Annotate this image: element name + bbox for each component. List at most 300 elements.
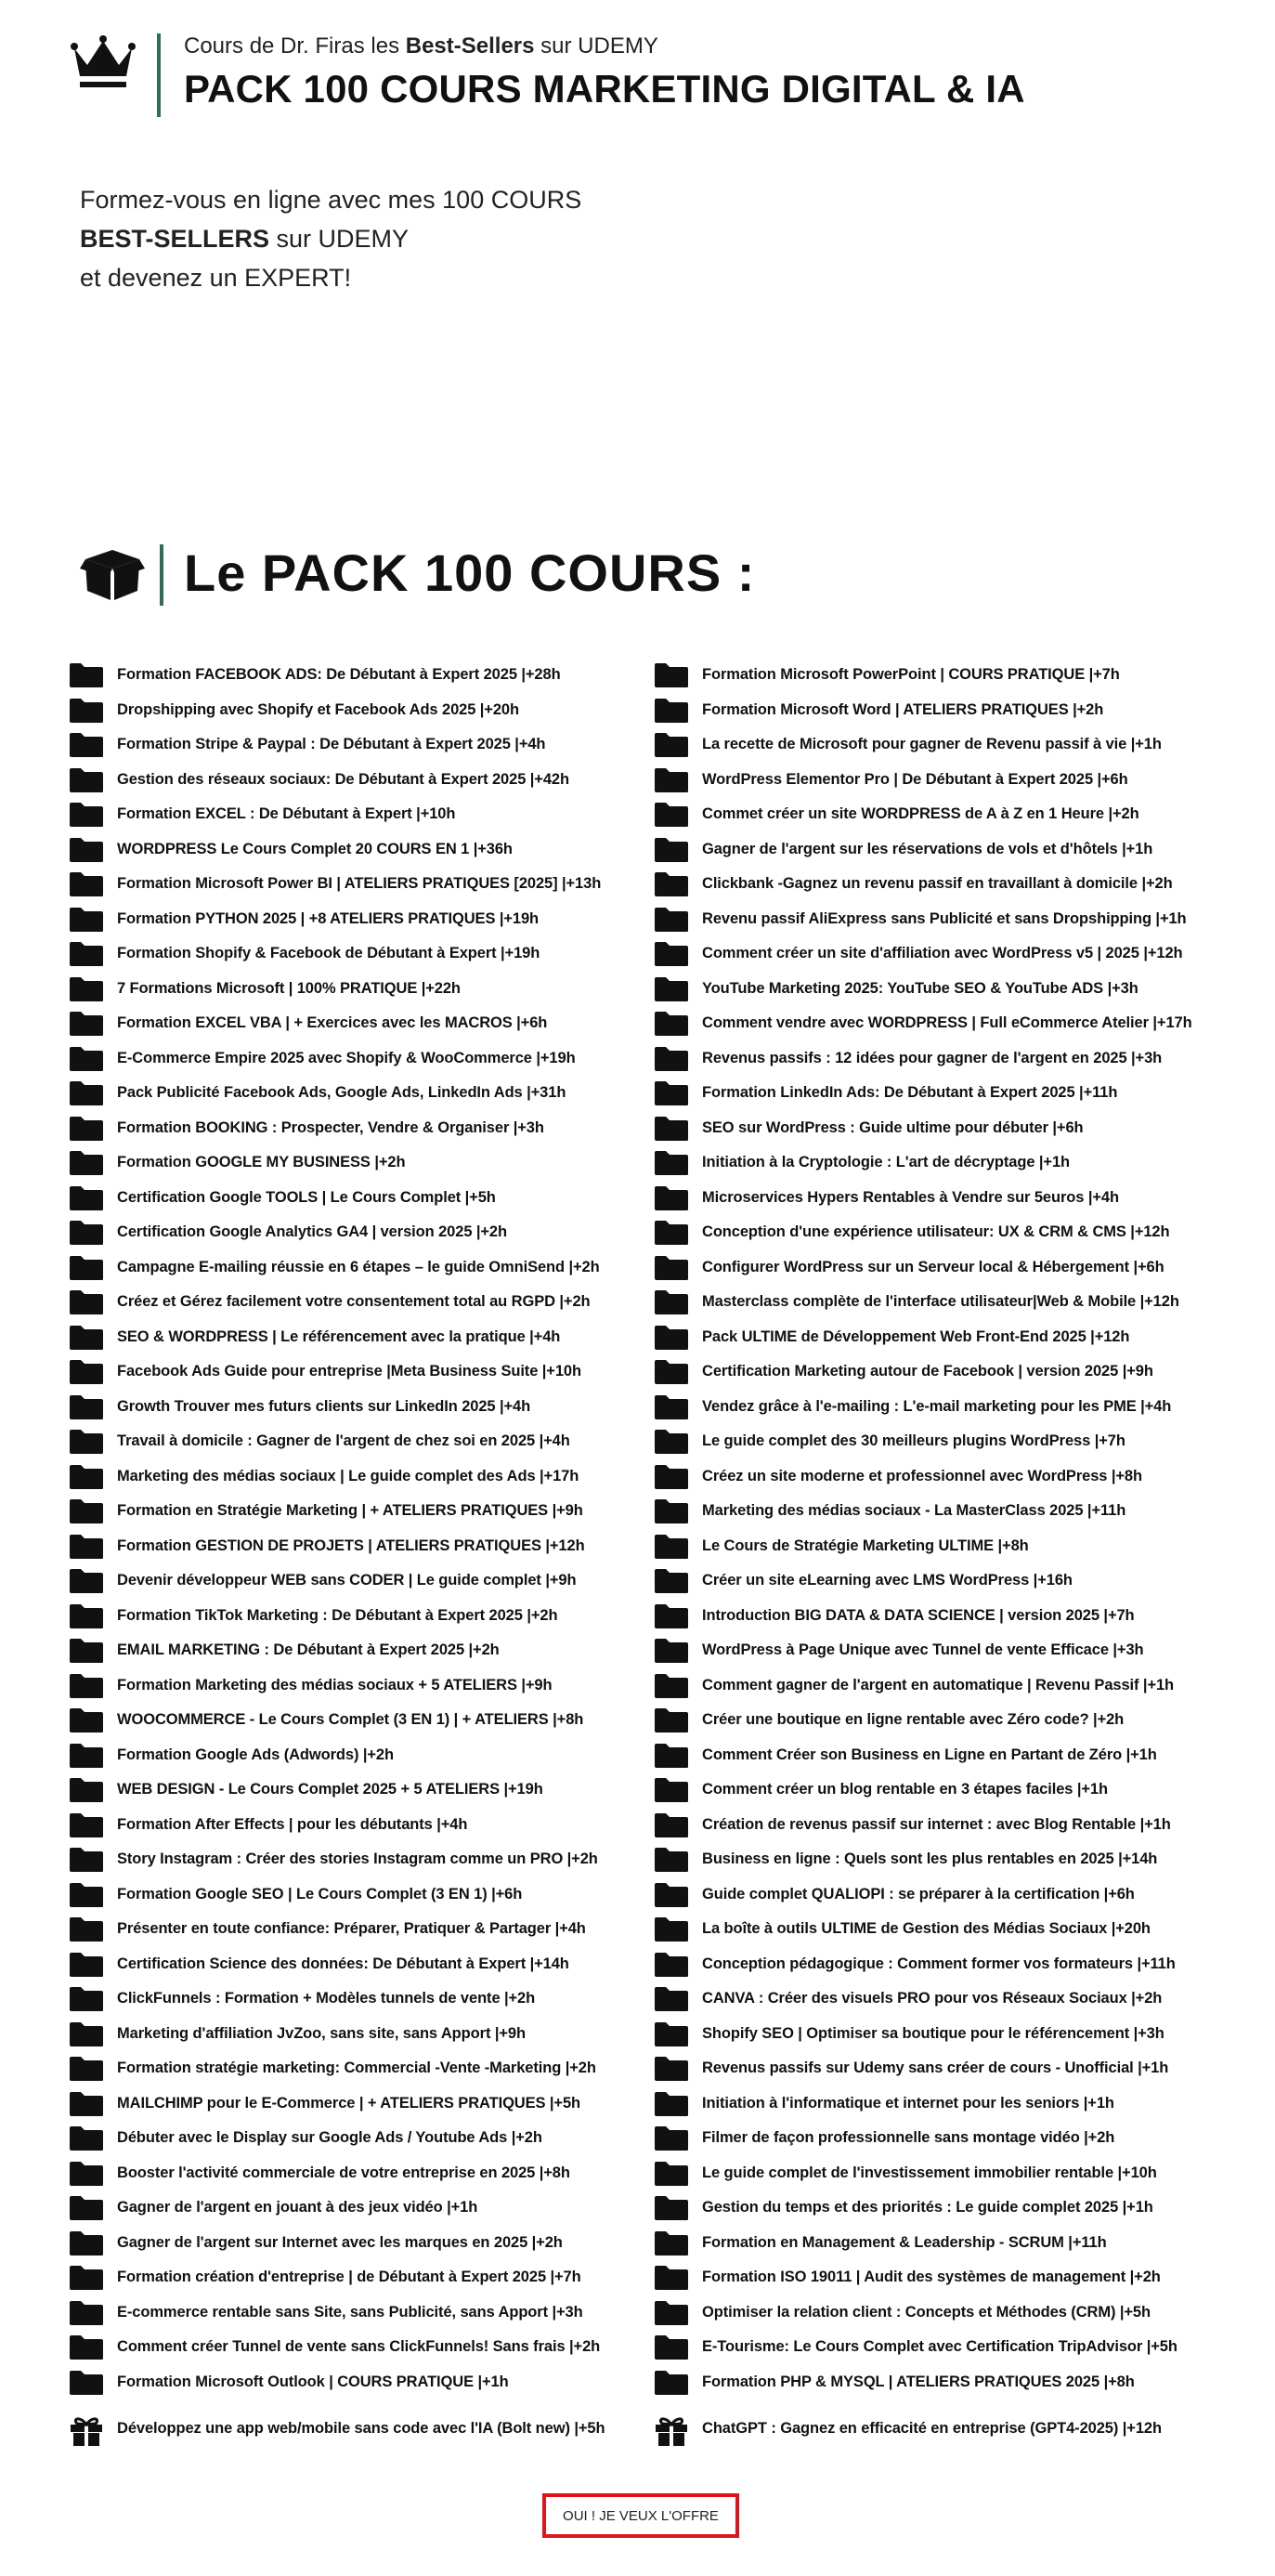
course-title: Formation Microsoft Word | ATELIERS PRATIQUES |+2h — [702, 700, 1104, 718]
course-title: La recette de Microsoft pour gagner de Revenu passif à vie |+1h — [702, 736, 1162, 752]
course-title: ClickFunnels : Formation + Modèles tunnels de vente |+2h — [117, 1990, 536, 2007]
list-item — [654, 2192, 1239, 2228]
folder-icon — [69, 2334, 104, 2360]
bonus-item-left — [69, 2413, 654, 2451]
list-item — [69, 1147, 654, 1183]
list-item — [654, 1078, 1239, 1113]
list-item — [69, 729, 654, 765]
folder-icon — [69, 2056, 104, 2082]
course-list-left — [69, 660, 654, 2401]
list-item — [69, 834, 654, 870]
course-title: WordPress Elementor Pro | De Débutant à Expert 2025 |+6h — [702, 770, 1128, 788]
list-item — [654, 869, 1239, 904]
list-item — [69, 1565, 654, 1601]
bonus-item-right — [654, 2413, 1239, 2451]
folder-icon — [69, 1498, 104, 1524]
folder-icon — [654, 2334, 689, 2360]
folder-icon — [654, 2091, 689, 2117]
list-item — [69, 1496, 654, 1531]
header-subtitle: Cours de Dr. Firas les Best-Sellers sur UDEMY — [184, 33, 658, 59]
course-title: Campagne E-mailing réussie en 6 étapes – le guide OmniSend |+2h — [117, 1258, 600, 1275]
folder-icon — [654, 1498, 689, 1524]
course-title: Pack Publicité Facebook Ads, Google Ads, LinkedIn Ads |+31h — [117, 1084, 566, 1101]
list-item — [69, 660, 654, 695]
list-item — [69, 1879, 654, 1915]
list-item — [654, 1252, 1239, 1288]
folder-icon — [654, 662, 689, 688]
course-title: Formation GESTION DE PROJETS | ATELIERS PRATIQUES |+12h — [117, 1536, 585, 1554]
course-title: Créer une boutique en ligne rentable avec Zéro code? |+2h — [702, 1711, 1125, 1728]
folder-icon — [654, 1080, 689, 1106]
pack-heading — [80, 539, 916, 613]
course-title: Formation Microsoft PowerPoint | COURS PRATIQUE |+7h — [702, 666, 1120, 683]
list-item — [654, 1670, 1239, 1706]
folder-icon — [654, 1673, 689, 1699]
bonus-label: ChatGPT : Gagnez en efficacité en entreprise (GPT4-2025) |+12h — [702, 2420, 1162, 2437]
folder-icon — [69, 698, 104, 724]
folder-icon — [654, 1952, 689, 1978]
intro-line-2: BEST-SELLERS sur UDEMY — [80, 225, 410, 253]
folder-icon — [69, 1952, 104, 1978]
course-title: Formation Shopify & Facebook de Débutant à Expert |+19h — [117, 945, 540, 961]
list-item — [654, 2019, 1239, 2054]
course-title: Formation création d'entreprise | de Débutant à Expert 2025 |+7h — [117, 2269, 581, 2285]
course-title: WORDPRESS Le Cours Complet 20 COURS EN 1 |+36h — [117, 840, 513, 857]
folder-icon — [654, 2230, 689, 2256]
list-item — [654, 1461, 1239, 1497]
folder-icon — [654, 1777, 689, 1803]
list-item — [69, 1949, 654, 1984]
folder-icon — [654, 1882, 689, 1908]
folder-icon — [69, 2021, 104, 2047]
bonus-label: Développez une app web/mobile sans code avec l'IA (Bolt new) |+5h — [117, 2420, 605, 2437]
gift-icon — [69, 2413, 104, 2447]
course-title: Vendez grâce à l'e-mailing : L'e-mail marketing pour les PME |+4h — [702, 1397, 1172, 1415]
list-item — [69, 1113, 654, 1148]
folder-icon — [69, 2125, 104, 2151]
folder-icon — [654, 1743, 689, 1769]
folder-icon — [69, 1255, 104, 1281]
course-title: Formation PYTHON 2025 | +8 ATELIERS PRATIQUES |+19h — [117, 909, 540, 927]
course-title: Comment créer un site d'affiliation avec WordPress v5 | 2025 |+12h — [702, 945, 1183, 961]
course-title: Comment vendre avec WORDPRESS | Full eCommerce Atelier |+17h — [702, 1014, 1192, 1031]
course-title: Formation en Stratégie Marketing | + ATELIERS PRATIQUES |+9h — [117, 1502, 583, 1519]
list-item — [69, 1043, 654, 1079]
folder-icon — [69, 2300, 104, 2326]
course-title: Formation Microsoft Power BI | ATELIERS PRATIQUES [2025] |+13h — [117, 875, 602, 892]
pack-title: Le PACK 100 COURS : — [184, 543, 756, 602]
folder-icon — [69, 871, 104, 897]
folder-icon — [654, 1568, 689, 1594]
course-title: Comment gagner de l'argent en automatique | Revenu Passif |+1h — [702, 1676, 1175, 1693]
folder-icon — [654, 2021, 689, 2047]
list-item — [654, 1914, 1239, 1949]
folder-icon — [654, 941, 689, 967]
folder-icon — [69, 1185, 104, 1211]
course-title: E-Commerce Empire 2025 avec Shopify & WooCommerce |+19h — [117, 1049, 576, 1066]
folder-icon — [654, 1847, 689, 1873]
page-header — [71, 28, 1203, 121]
list-item — [654, 729, 1239, 765]
list-item — [654, 2332, 1239, 2367]
folder-icon — [69, 1046, 104, 1072]
header-divider — [157, 33, 161, 117]
course-title: Pack ULTIME de Développement Web Front-End 2025 |+12h — [702, 1327, 1130, 1345]
course-title: Initiation à l'informatique et internet pour les seniors |+1h — [702, 2094, 1114, 2112]
list-item — [654, 2228, 1239, 2263]
list-item — [69, 869, 654, 904]
folder-icon — [654, 1916, 689, 1942]
course-title: Conception pédagogique : Comment former vos formateurs |+11h — [702, 1955, 1176, 1972]
course-title: Marketing des médias sociaux | Le guide complet des Ads |+17h — [117, 1467, 579, 1484]
offer-button[interactable]: OUI ! JE VEUX L'OFFRE — [542, 2493, 739, 2538]
folder-icon — [69, 1777, 104, 1803]
list-item — [69, 1356, 654, 1392]
folder-icon — [654, 2056, 689, 2082]
list-item — [69, 974, 654, 1009]
list-item — [69, 1810, 654, 1845]
list-item — [69, 695, 654, 730]
course-title: Formation Marketing des médias sociaux + 5 ATELIERS |+9h — [117, 1676, 553, 1693]
course-title: Clickbank -Gagnez un revenu passif en travaillant à domicile |+2h — [702, 875, 1173, 892]
folder-icon — [69, 1847, 104, 1873]
list-item — [69, 765, 654, 800]
course-title: Créez et Gérez facilement votre consentement total au RGPD |+2h — [117, 1293, 591, 1310]
list-item — [654, 1356, 1239, 1392]
intro-line-3: et devenez un EXPERT! — [80, 264, 352, 292]
course-title: Création de revenus passif sur internet : avec Blog Rentable |+1h — [702, 1815, 1171, 1833]
folder-icon — [69, 1080, 104, 1106]
folder-icon — [69, 2265, 104, 2291]
list-item — [654, 2053, 1239, 2088]
course-title: Le Cours de Stratégie Marketing ULTIME |+8h — [702, 1536, 1029, 1554]
gift-icon — [654, 2413, 689, 2447]
course-title: Gagner de l'argent sur Internet avec les marques en 2025 |+2h — [117, 2233, 563, 2251]
folder-icon — [654, 1359, 689, 1385]
course-title: EMAIL MARKETING : De Débutant à Expert 2025 |+2h — [117, 1641, 500, 1658]
course-title: Formation Google Ads (Adwords) |+2h — [117, 1746, 394, 1763]
list-item — [654, 2262, 1239, 2297]
list-item — [69, 1740, 654, 1775]
course-title: Formation EXCEL VBA | + Exercices avec les MACROS |+6h — [117, 1014, 548, 1031]
course-title: Dropshipping avec Shopify et Facebook Ads 2025 |+20h — [117, 700, 519, 718]
folder-icon — [69, 837, 104, 863]
list-item — [654, 1113, 1239, 1148]
folder-icon — [69, 802, 104, 828]
folder-icon — [69, 1464, 104, 1490]
list-item — [69, 1601, 654, 1636]
list-item — [654, 1043, 1239, 1079]
list-item — [654, 2297, 1239, 2333]
course-title: Conception d'une expérience utilisateur: UX & CRM & CMS |+12h — [702, 1223, 1170, 1240]
folder-icon — [69, 1986, 104, 2012]
list-item — [654, 799, 1239, 834]
list-item — [654, 1635, 1239, 1670]
list-item — [654, 1844, 1239, 1879]
course-title: Certification Google Analytics GA4 | version 2025 |+2h — [117, 1223, 507, 1240]
folder-icon — [654, 907, 689, 933]
course-title: Formation GOOGLE MY BUSINESS |+2h — [117, 1154, 406, 1170]
list-item — [69, 2123, 654, 2158]
course-title: Marketing des médias sociaux - La MasterClass 2025 |+11h — [702, 1502, 1126, 1519]
list-item — [654, 1392, 1239, 1427]
folder-icon — [69, 1220, 104, 1246]
list-item — [69, 2228, 654, 2263]
folder-icon — [654, 2161, 689, 2187]
list-item — [69, 1217, 654, 1252]
folder-icon — [654, 1812, 689, 1838]
folder-icon — [654, 1150, 689, 1176]
course-title: 7 Formations Microsoft | 100% PRATIQUE |+22h — [117, 979, 461, 997]
list-item — [654, 2088, 1239, 2124]
course-title: SEO sur WordPress : Guide ultime pour débuter |+6h — [702, 1118, 1084, 1136]
folder-icon — [69, 767, 104, 793]
list-item — [69, 2158, 654, 2193]
folder-icon — [654, 837, 689, 863]
course-title: Le guide complet de l'investissement immobilier rentable |+10h — [702, 2164, 1157, 2181]
folder-icon — [654, 1116, 689, 1142]
course-title: Marketing d'affiliation JvZoo, sans site, sans Apport |+9h — [117, 2024, 526, 2042]
folder-icon — [654, 1707, 689, 1733]
folder-icon — [654, 732, 689, 758]
list-item — [654, 938, 1239, 974]
list-item — [69, 2332, 654, 2367]
course-title: Formation LinkedIn Ads: De Débutant à Expert 2025 |+11h — [702, 1084, 1118, 1101]
folder-icon — [654, 1986, 689, 2012]
course-title: Formation TikTok Marketing : De Débutant à Expert 2025 |+2h — [117, 1606, 558, 1624]
course-title: Certification Marketing autour de Facebook | version 2025 |+9h — [702, 1363, 1153, 1380]
folder-icon — [69, 1325, 104, 1351]
list-item — [69, 1461, 654, 1497]
course-title: Devenir développeur WEB sans CODER | Le guide complet |+9h — [117, 1572, 577, 1589]
folder-icon — [69, 1707, 104, 1733]
folder-icon — [69, 1429, 104, 1455]
list-item — [654, 1008, 1239, 1043]
folder-icon — [69, 1534, 104, 1560]
course-title: Formation FACEBOOK ADS: De Débutant à Expert 2025 |+28h — [117, 666, 561, 683]
course-title: Créer un site eLearning avec LMS WordPress |+16h — [702, 1572, 1073, 1589]
folder-icon — [69, 2370, 104, 2396]
folder-icon — [654, 1464, 689, 1490]
folder-icon — [69, 2091, 104, 2117]
list-item — [69, 2053, 654, 2088]
course-title: Initiation à la Cryptologie : L'art de décryptage |+1h — [702, 1154, 1071, 1170]
course-title: Formation stratégie marketing: Commercial -Vente -Marketing |+2h — [117, 2059, 596, 2076]
list-item — [654, 1531, 1239, 1566]
course-title: Certification Google TOOLS | Le Cours Complet |+5h — [117, 1188, 496, 1206]
folder-icon — [69, 1882, 104, 1908]
list-item — [69, 2367, 654, 2402]
course-title: Revenu passif AliExpress sans Publicité et sans Dropshipping |+1h — [702, 909, 1187, 927]
list-item — [654, 765, 1239, 800]
folder-icon — [69, 1916, 104, 1942]
list-item — [654, 1705, 1239, 1740]
list-item — [654, 2367, 1239, 2402]
course-title: Formation PHP & MYSQL | ATELIERS PRATIQUES 2025 |+8h — [702, 2373, 1135, 2390]
course-title: Introduction BIG DATA & DATA SCIENCE | version 2025 |+7h — [702, 1606, 1135, 1624]
list-item — [654, 1287, 1239, 1322]
folder-icon — [69, 662, 104, 688]
folder-icon — [654, 871, 689, 897]
folder-icon — [654, 1534, 689, 1560]
crown-icon — [71, 33, 136, 93]
course-title: Gagner de l'argent en jouant à des jeux vidéo |+1h — [117, 2199, 478, 2216]
folder-icon — [654, 1220, 689, 1246]
course-title: Optimiser la relation client : Concepts et Méthodes (CRM) |+5h — [702, 2303, 1151, 2321]
list-item — [69, 1008, 654, 1043]
folder-icon — [69, 1011, 104, 1037]
course-title: Comment Créer son Business en Ligne en Partant de Zéro |+1h — [702, 1746, 1157, 1763]
list-item — [69, 1844, 654, 1879]
course-title: Formation Google SEO | Le Cours Complet (3 EN 1) |+6h — [117, 1885, 523, 1903]
list-item — [69, 2297, 654, 2333]
folder-icon — [654, 802, 689, 828]
list-item — [69, 1774, 654, 1810]
list-item — [654, 1949, 1239, 1984]
course-title: E-Tourisme: Le Cours Complet avec Certification TripAdvisor |+5h — [702, 2338, 1177, 2355]
pack-divider — [160, 544, 163, 606]
course-title: SEO & WORDPRESS | Le référencement avec la pratique |+4h — [117, 1327, 561, 1345]
course-title: Configurer WordPress sur un Serveur local & Hébergement |+6h — [702, 1258, 1164, 1275]
course-title: Débuter avec le Display sur Google Ads / Youtube Ads |+2h — [117, 2129, 542, 2146]
course-title: Commet créer un site WORDPRESS de A à Z en 1 Heure |+2h — [702, 805, 1139, 822]
course-title: Formation Stripe & Paypal : De Débutant à Expert 2025 |+4h — [117, 736, 546, 752]
list-item — [654, 1217, 1239, 1252]
course-title: Formation After Effects | pour les débutants |+4h — [117, 1815, 468, 1833]
folder-icon — [654, 1638, 689, 1664]
folder-icon — [654, 1603, 689, 1629]
list-item — [69, 1322, 654, 1357]
folder-icon — [654, 1289, 689, 1315]
list-item — [69, 904, 654, 939]
course-title: Formation EXCEL : De Débutant à Expert |+10h — [117, 805, 456, 822]
list-item — [69, 799, 654, 834]
list-item — [69, 1983, 654, 2019]
list-item — [654, 1774, 1239, 1810]
folder-icon — [654, 2265, 689, 2291]
folder-icon — [654, 698, 689, 724]
course-title: Présenter en toute confiance: Préparer, Pratiquer & Partager |+4h — [117, 1920, 586, 1937]
course-title: WordPress à Page Unique avec Tunnel de vente Efficace |+3h — [702, 1641, 1144, 1658]
course-title: WEB DESIGN - Le Cours Complet 2025 + 5 ATELIERS |+19h — [117, 1781, 543, 1798]
course-title: Gestion des réseaux sociaux: De Débutant à Expert 2025 |+42h — [117, 770, 569, 788]
list-item — [69, 2192, 654, 2228]
folder-icon — [654, 2370, 689, 2396]
course-title: Le guide complet des 30 meilleurs plugins WordPress |+7h — [702, 1432, 1125, 1449]
folder-icon — [69, 1812, 104, 1838]
course-list-right — [654, 660, 1239, 2401]
course-title: Formation Microsoft Outlook | COURS PRATIQUE |+1h — [117, 2373, 509, 2390]
course-title: Booster l'activité commerciale de votre entreprise en 2025 |+8h — [117, 2164, 570, 2181]
list-item — [69, 2262, 654, 2297]
list-item — [69, 1705, 654, 1740]
course-title: Revenus passifs : 12 idées pour gagner de l'argent en 2025 |+3h — [702, 1049, 1163, 1066]
folder-icon — [69, 732, 104, 758]
list-item — [654, 1426, 1239, 1461]
intro-text — [80, 180, 581, 297]
course-title: Gagner de l'argent sur les réservations de vols et d'hôtels |+1h — [702, 840, 1153, 857]
list-item — [654, 1983, 1239, 2019]
list-item — [654, 695, 1239, 730]
folder-icon — [654, 767, 689, 793]
folder-icon — [69, 1673, 104, 1699]
list-item — [654, 834, 1239, 870]
folder-icon — [69, 976, 104, 1002]
list-item — [654, 2123, 1239, 2158]
folder-icon — [69, 1568, 104, 1594]
list-item — [69, 1078, 654, 1113]
course-title: Microservices Hypers Rentables à Vendre sur 5euros |+4h — [702, 1188, 1119, 1206]
course-title: Growth Trouver mes futurs clients sur LinkedIn 2025 |+4h — [117, 1397, 531, 1415]
course-title: La boîte à outils ULTIME de Gestion des Médias Sociaux |+20h — [702, 1920, 1151, 1937]
course-title: Gestion du temps et des priorités : Le guide complet 2025 |+1h — [702, 2199, 1153, 2216]
course-title: Filmer de façon professionnelle sans montage vidéo |+2h — [702, 2129, 1115, 2146]
list-item — [69, 938, 654, 974]
list-item — [69, 1183, 654, 1218]
course-title: Shopify SEO | Optimiser sa boutique pour le référencement |+3h — [702, 2024, 1164, 2042]
list-item — [654, 660, 1239, 695]
folder-icon — [654, 1325, 689, 1351]
course-title: MAILCHIMP pour le E-Commerce | + ATELIERS PRATIQUES |+5h — [117, 2094, 581, 2112]
list-item — [69, 1670, 654, 1706]
folder-icon — [654, 1046, 689, 1072]
list-item — [69, 1426, 654, 1461]
intro-line-1: Formez-vous en ligne avec mes 100 COURS — [80, 186, 582, 214]
list-item — [69, 1531, 654, 1566]
folder-icon — [654, 2300, 689, 2326]
list-item — [654, 1183, 1239, 1218]
list-item — [69, 1287, 654, 1322]
course-title: Guide complet QUALIOPI : se préparer à la certification |+6h — [702, 1885, 1135, 1903]
course-title: Formation ISO 19011 | Audit des systèmes de management |+2h — [702, 2269, 1161, 2285]
course-title: Story Instagram : Créer des stories Instagram comme un PRO |+2h — [117, 1850, 598, 1867]
folder-icon — [654, 1394, 689, 1420]
course-title: Créez un site moderne et professionnel avec WordPress |+8h — [702, 1467, 1142, 1484]
folder-icon — [69, 1116, 104, 1142]
folder-icon — [69, 1743, 104, 1769]
folder-icon — [69, 1394, 104, 1420]
list-item — [654, 1601, 1239, 1636]
folder-icon — [654, 2125, 689, 2151]
course-title: Certification Science des données: De Débutant à Expert |+14h — [117, 1955, 569, 1972]
folder-icon — [69, 907, 104, 933]
page-title: PACK 100 COURS MARKETING DIGITAL & IA — [184, 67, 1025, 111]
folder-icon — [69, 2195, 104, 2221]
list-item — [654, 1879, 1239, 1915]
list-item — [69, 1914, 654, 1949]
list-item — [69, 1635, 654, 1670]
course-title: YouTube Marketing 2025: YouTube SEO & YouTube ADS |+3h — [702, 979, 1138, 997]
list-item — [69, 1252, 654, 1288]
course-title: Business en ligne : Quels sont les plus rentables en 2025 |+14h — [702, 1850, 1158, 1867]
folder-icon — [654, 1255, 689, 1281]
course-title: WOOCOMMERCE - Le Cours Complet (3 EN 1) | + ATELIERS |+8h — [117, 1711, 584, 1728]
folder-icon — [69, 1638, 104, 1664]
course-title: Comment créer Tunnel de vente sans ClickFunnels! Sans frais |+2h — [117, 2338, 601, 2355]
list-item — [654, 2158, 1239, 2193]
list-item — [654, 1810, 1239, 1845]
course-title: Travail à domicile : Gagner de l'argent de chez soi en 2025 |+4h — [117, 1432, 570, 1449]
folder-icon — [69, 941, 104, 967]
list-item — [654, 1322, 1239, 1357]
folder-icon — [654, 976, 689, 1002]
list-item — [654, 1565, 1239, 1601]
folder-icon — [654, 1011, 689, 1037]
folder-icon — [69, 1359, 104, 1385]
list-item — [654, 974, 1239, 1009]
folder-icon — [69, 1603, 104, 1629]
folder-icon — [69, 1289, 104, 1315]
